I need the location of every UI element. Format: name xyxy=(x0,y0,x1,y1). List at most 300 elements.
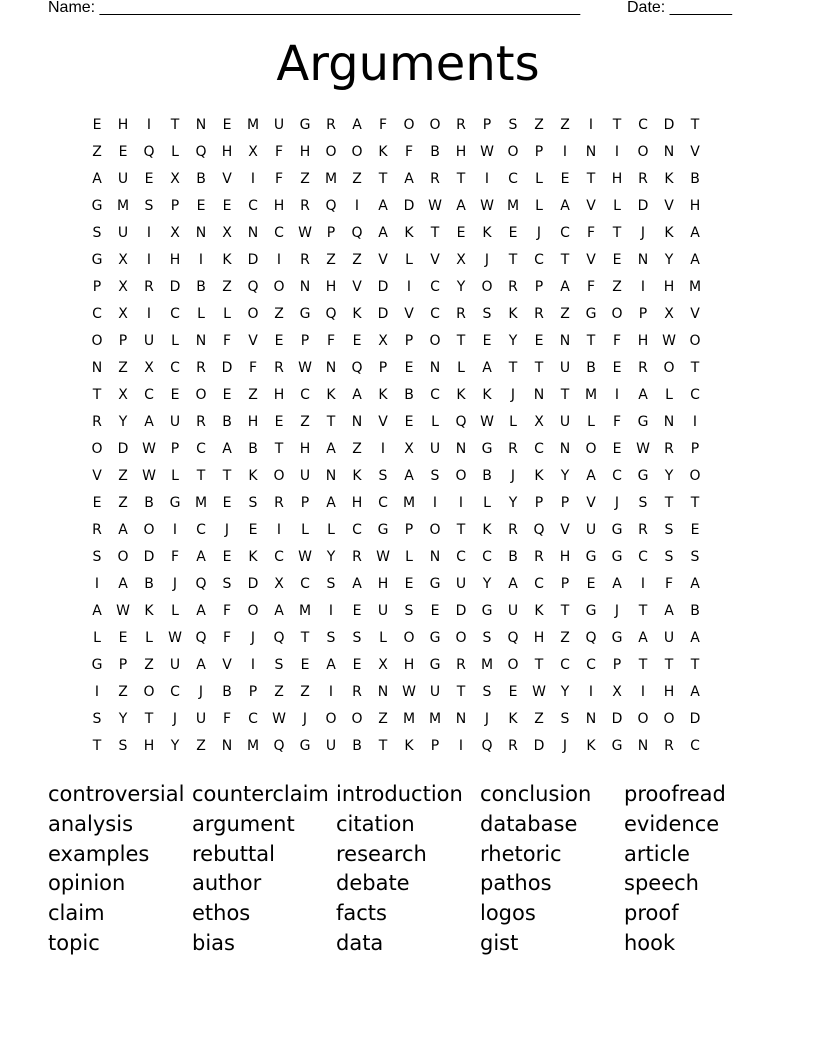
grid-letter: G xyxy=(429,657,441,673)
grid-letter: P xyxy=(92,279,102,295)
grid-letter: C xyxy=(248,198,258,214)
grid-letter: M xyxy=(402,495,416,511)
grid-letter: S xyxy=(222,576,232,592)
grid-letter: E xyxy=(352,333,362,349)
grid-letter: V xyxy=(378,252,388,268)
grid-letter: O xyxy=(611,306,623,322)
grid-letter: Z xyxy=(118,684,128,700)
grid-letter: A xyxy=(690,252,700,268)
word-bank-item: counterclaim xyxy=(192,782,329,806)
grid-letter: E xyxy=(222,549,232,565)
grid-letter: C xyxy=(170,684,180,700)
grid-letter: D xyxy=(689,711,701,727)
grid-letter: I xyxy=(276,522,282,538)
grid-letter: K xyxy=(378,144,388,160)
grid-letter: F xyxy=(664,576,674,592)
grid-letter: B xyxy=(222,414,232,430)
grid-letter: Q xyxy=(481,738,493,754)
grid-letter: U xyxy=(169,657,181,673)
grid-letter: J xyxy=(224,522,230,538)
grid-letter: T xyxy=(222,468,232,484)
grid-letter: K xyxy=(326,387,336,403)
grid-letter: O xyxy=(403,630,415,646)
grid-letter: E xyxy=(430,603,440,619)
grid-letter: Q xyxy=(195,576,207,592)
grid-letter: E xyxy=(222,198,232,214)
date-field-label: Date: _______ xyxy=(627,0,732,16)
grid-letter: Z xyxy=(92,144,102,160)
grid-letter: D xyxy=(377,279,389,295)
grid-letter: U xyxy=(325,738,337,754)
grid-letter: A xyxy=(690,576,700,592)
grid-letter: X xyxy=(118,279,128,295)
grid-letter: P xyxy=(638,306,648,322)
grid-letter: E xyxy=(404,414,414,430)
grid-letter: A xyxy=(378,225,388,241)
grid-letter: O xyxy=(507,144,519,160)
grid-letter: E xyxy=(92,495,102,511)
grid-letter: Q xyxy=(143,144,155,160)
grid-letter: I xyxy=(640,684,646,700)
grid-letter: T xyxy=(430,225,440,241)
grid-letter: D xyxy=(117,441,129,457)
grid-letter: G xyxy=(299,738,311,754)
grid-letter: J xyxy=(484,252,490,268)
grid-letter: Z xyxy=(274,684,284,700)
grid-letter: Q xyxy=(325,306,337,322)
grid-letter: E xyxy=(170,387,180,403)
grid-letter: L xyxy=(327,522,335,538)
grid-letter: B xyxy=(196,279,206,295)
grid-letter: P xyxy=(482,117,492,133)
grid-letter: B xyxy=(248,441,258,457)
grid-letter: Q xyxy=(455,414,467,430)
grid-letter: K xyxy=(352,306,362,322)
grid-letter: R xyxy=(508,441,518,457)
grid-letter: Q xyxy=(351,225,363,241)
grid-letter: W xyxy=(116,603,130,619)
grid-letter: W xyxy=(298,549,312,565)
grid-letter: T xyxy=(144,711,154,727)
grid-letter: G xyxy=(637,414,649,430)
grid-letter: C xyxy=(430,387,440,403)
grid-letter: E xyxy=(222,117,232,133)
word-bank xyxy=(48,780,768,959)
grid-letter: Q xyxy=(195,144,207,160)
grid-letter: Z xyxy=(326,252,336,268)
grid-letter: L xyxy=(535,198,543,214)
grid-letter: U xyxy=(195,711,207,727)
grid-letter: R xyxy=(352,684,362,700)
grid-letter: G xyxy=(429,576,441,592)
grid-letter: L xyxy=(171,333,179,349)
grid-letter: N xyxy=(533,387,545,403)
grid-letter: D xyxy=(663,117,675,133)
grid-letter: T xyxy=(664,495,674,511)
grid-letter: D xyxy=(143,549,155,565)
grid-letter: M xyxy=(246,117,260,133)
word-bank-item: database xyxy=(480,811,578,836)
grid-letter: Y xyxy=(508,333,518,349)
grid-letter: S xyxy=(378,468,388,484)
grid-letter: K xyxy=(404,225,414,241)
grid-letter: R xyxy=(456,657,466,673)
grid-letter: U xyxy=(429,684,441,700)
grid-letter: T xyxy=(300,630,310,646)
grid-letter: T xyxy=(508,252,518,268)
grid-letter: P xyxy=(326,225,336,241)
grid-letter: F xyxy=(274,171,284,187)
grid-letter: D xyxy=(221,360,233,376)
grid-letter: O xyxy=(143,522,155,538)
grid-letter: I xyxy=(354,198,360,214)
grid-letter: J xyxy=(510,468,516,484)
grid-letter: H xyxy=(143,738,155,754)
grid-letter: C xyxy=(196,441,206,457)
grid-letter: K xyxy=(222,252,232,268)
grid-letter: S xyxy=(92,711,102,727)
grid-letter: Q xyxy=(507,630,519,646)
grid-letter: R xyxy=(638,171,648,187)
grid-letter: F xyxy=(222,333,232,349)
grid-letter: J xyxy=(536,225,542,241)
grid-letter: I xyxy=(588,684,594,700)
grid-letter: O xyxy=(637,711,649,727)
grid-letter: G xyxy=(481,603,493,619)
grid-letter: O xyxy=(481,279,493,295)
grid-letter: A xyxy=(690,225,700,241)
grid-letter: G xyxy=(91,198,103,214)
grid-letter: M xyxy=(298,603,312,619)
grid-letter: B xyxy=(144,495,154,511)
grid-letter: I xyxy=(250,657,256,673)
grid-letter: U xyxy=(429,441,441,457)
grid-letter: H xyxy=(351,495,363,511)
grid-letter: T xyxy=(92,387,102,403)
grid-letter: S xyxy=(118,738,128,754)
grid-letter: V xyxy=(586,495,596,511)
grid-letter: N xyxy=(455,441,467,457)
grid-letter: T xyxy=(586,333,596,349)
grid-letter: C xyxy=(586,657,596,673)
grid-letter: S xyxy=(560,711,570,727)
grid-letter: O xyxy=(247,306,259,322)
grid-letter: O xyxy=(637,144,649,160)
grid-letter: A xyxy=(586,468,596,484)
grid-letter: E xyxy=(586,576,596,592)
grid-letter: Z xyxy=(352,171,362,187)
grid-letter: Q xyxy=(585,630,597,646)
grid-letter: I xyxy=(614,387,620,403)
grid-letter: U xyxy=(273,117,285,133)
grid-letter: Y xyxy=(664,468,674,484)
grid-letter: K xyxy=(248,468,258,484)
grid-letter: T xyxy=(690,657,700,673)
grid-letter: H xyxy=(299,441,311,457)
grid-letter: C xyxy=(560,657,570,673)
grid-letter: P xyxy=(300,495,310,511)
grid-letter: A xyxy=(92,171,102,187)
grid-letter: F xyxy=(274,144,284,160)
grid-letter: E xyxy=(560,171,570,187)
grid-letter: A xyxy=(118,576,128,592)
grid-letter: C xyxy=(144,387,154,403)
grid-letter: Q xyxy=(273,738,285,754)
grid-letter: N xyxy=(377,684,389,700)
grid-letter: A xyxy=(196,549,206,565)
grid-letter: M xyxy=(116,198,130,214)
grid-letter: G xyxy=(169,495,181,511)
word-bank-item: gist xyxy=(480,930,519,955)
grid-letter: Y xyxy=(508,495,518,511)
grid-letter: Z xyxy=(378,711,388,727)
grid-letter: V xyxy=(430,252,440,268)
grid-letter: J xyxy=(640,225,646,241)
word-bank-item: ethos xyxy=(192,901,251,926)
grid-letter: C xyxy=(612,468,622,484)
grid-letter: R xyxy=(144,279,154,295)
grid-letter: P xyxy=(612,657,622,673)
grid-letter: S xyxy=(352,630,362,646)
grid-letter: Z xyxy=(352,252,362,268)
grid-letter: E xyxy=(118,630,128,646)
grid-letter: B xyxy=(430,144,440,160)
grid-letter: P xyxy=(534,144,544,160)
word-bank-item: introduction xyxy=(336,782,463,806)
grid-letter: J xyxy=(510,387,516,403)
grid-letter: H xyxy=(117,117,129,133)
word-bank-item: topic xyxy=(48,930,100,955)
grid-letter: I xyxy=(328,684,334,700)
grid-letter: H xyxy=(169,252,181,268)
grid-letter: C xyxy=(378,495,388,511)
grid-letter: C xyxy=(430,279,440,295)
grid-letter: T xyxy=(690,360,700,376)
grid-letter: H xyxy=(689,198,701,214)
grid-letter: K xyxy=(586,738,596,754)
grid-letter: N xyxy=(585,711,597,727)
grid-letter: G xyxy=(299,306,311,322)
grid-letter: H xyxy=(221,144,233,160)
grid-letter: K xyxy=(482,387,492,403)
grid-letter: R xyxy=(274,360,284,376)
grid-letter: H xyxy=(403,657,415,673)
grid-letter: C xyxy=(300,387,310,403)
grid-letter: E xyxy=(508,684,518,700)
grid-letter: M xyxy=(402,711,416,727)
grid-letter: J xyxy=(250,630,256,646)
grid-letter: U xyxy=(377,603,389,619)
grid-letter: E xyxy=(300,657,310,673)
grid-letter: K xyxy=(664,171,674,187)
grid-letter: X xyxy=(378,333,388,349)
grid-letter: D xyxy=(611,711,623,727)
grid-letter: R xyxy=(638,522,648,538)
grid-letter: X xyxy=(456,252,466,268)
grid-letter: C xyxy=(638,117,648,133)
grid-letter: K xyxy=(482,522,492,538)
grid-letter: F xyxy=(222,630,232,646)
grid-letter: Z xyxy=(300,414,310,430)
grid-letter: V xyxy=(352,279,362,295)
grid-letter: V xyxy=(222,171,232,187)
grid-letter: L xyxy=(613,198,621,214)
grid-letter: J xyxy=(614,495,620,511)
grid-letter: Z xyxy=(560,306,570,322)
grid-letter: T xyxy=(456,171,466,187)
grid-letter: I xyxy=(328,603,334,619)
grid-letter: X xyxy=(248,144,258,160)
grid-letter: V xyxy=(378,414,388,430)
grid-letter: J xyxy=(614,603,620,619)
grid-letter: T xyxy=(378,171,388,187)
grid-letter: A xyxy=(612,576,622,592)
grid-letter: T xyxy=(560,252,570,268)
grid-letter: O xyxy=(663,711,675,727)
grid-letter: G xyxy=(585,549,597,565)
grid-letter: T xyxy=(378,738,388,754)
grid-letter: O xyxy=(429,117,441,133)
grid-letter: F xyxy=(586,225,596,241)
grid-letter: A xyxy=(352,117,362,133)
word-bank-item: speech xyxy=(624,871,699,896)
grid-letter: W xyxy=(480,144,494,160)
grid-letter: Z xyxy=(612,279,622,295)
grid-letter: T xyxy=(534,657,544,673)
grid-letter: T xyxy=(612,225,622,241)
grid-letter: X xyxy=(170,225,180,241)
grid-letter: K xyxy=(144,603,154,619)
grid-letter: I xyxy=(380,441,386,457)
word-bank-item: data xyxy=(336,930,384,955)
grid-letter: S xyxy=(144,198,154,214)
grid-letter: T xyxy=(170,117,180,133)
grid-letter: G xyxy=(611,738,623,754)
word-bank-item: bias xyxy=(192,930,235,955)
grid-letter: R xyxy=(534,306,544,322)
grid-letter: H xyxy=(325,279,337,295)
grid-letter: Z xyxy=(352,441,362,457)
grid-letter: E xyxy=(196,198,206,214)
grid-letter: A xyxy=(664,603,674,619)
grid-letter: E xyxy=(612,441,622,457)
grid-letter: A xyxy=(638,630,648,646)
grid-letter: G xyxy=(637,468,649,484)
grid-letter: S xyxy=(92,549,102,565)
name-field-label: Name: ______________________________________________________ xyxy=(48,0,581,16)
grid-letter: A xyxy=(404,171,414,187)
grid-letter: X xyxy=(222,225,232,241)
grid-letter: O xyxy=(403,117,415,133)
grid-letter: Q xyxy=(325,198,337,214)
grid-letter: P xyxy=(378,360,388,376)
grid-letter: P xyxy=(560,495,570,511)
grid-letter: V xyxy=(586,252,596,268)
grid-letter: E xyxy=(404,576,414,592)
grid-letter: X xyxy=(118,387,128,403)
grid-letter: O xyxy=(507,657,519,673)
grid-letter: B xyxy=(586,360,596,376)
grid-letter: O xyxy=(195,387,207,403)
grid-letter: A xyxy=(144,414,154,430)
grid-letter: C xyxy=(690,387,700,403)
grid-letter: P xyxy=(300,333,310,349)
grid-letter: T xyxy=(456,333,466,349)
grid-letter: E xyxy=(612,252,622,268)
grid-letter: I xyxy=(640,279,646,295)
grid-letter: S xyxy=(664,522,674,538)
grid-letter: S xyxy=(92,225,102,241)
grid-letter: R xyxy=(196,414,206,430)
grid-letter: A xyxy=(274,603,284,619)
grid-letter: F xyxy=(170,549,180,565)
grid-letter: O xyxy=(325,711,337,727)
grid-letter: S xyxy=(638,495,648,511)
grid-letter: C xyxy=(430,306,440,322)
grid-letter: I xyxy=(406,279,412,295)
grid-letter: S xyxy=(482,630,492,646)
grid-letter: F xyxy=(248,360,258,376)
grid-letter: Q xyxy=(195,630,207,646)
grid-letter: Z xyxy=(534,711,544,727)
grid-letter: R xyxy=(430,171,440,187)
grid-letter: A xyxy=(560,279,570,295)
grid-letter: N xyxy=(585,144,597,160)
grid-letter: H xyxy=(533,630,545,646)
grid-letter: I xyxy=(692,414,698,430)
grid-letter: P xyxy=(404,522,414,538)
grid-letter: B xyxy=(144,576,154,592)
grid-letter: U xyxy=(559,414,571,430)
grid-letter: Q xyxy=(247,279,259,295)
grid-letter: L xyxy=(535,171,543,187)
grid-letter: D xyxy=(169,279,181,295)
word-bank-item: proofread xyxy=(624,782,726,806)
grid-letter: H xyxy=(273,198,285,214)
grid-letter: J xyxy=(302,711,308,727)
grid-letter: F xyxy=(404,144,414,160)
grid-letter: E xyxy=(482,333,492,349)
grid-letter: W xyxy=(480,198,494,214)
grid-letter: G xyxy=(91,657,103,673)
grid-letter: M xyxy=(480,657,494,673)
grid-letter: K xyxy=(404,738,414,754)
grid-letter: W xyxy=(636,441,650,457)
grid-letter: O xyxy=(351,711,363,727)
grid-letter: R xyxy=(664,738,674,754)
grid-letter: S xyxy=(326,630,336,646)
grid-letter: X xyxy=(118,306,128,322)
grid-letter: C xyxy=(534,576,544,592)
grid-letter: W xyxy=(142,441,156,457)
grid-letter: A xyxy=(404,468,414,484)
grid-letter: R xyxy=(300,198,310,214)
grid-letter: N xyxy=(663,144,675,160)
grid-letter: T xyxy=(560,603,570,619)
grid-letter: G xyxy=(611,549,623,565)
grid-letter: R xyxy=(508,738,518,754)
grid-letter: J xyxy=(172,576,178,592)
grid-letter: D xyxy=(455,603,467,619)
grid-letter: T xyxy=(690,117,700,133)
grid-letter: Z xyxy=(560,117,570,133)
grid-letter: W xyxy=(376,549,390,565)
grid-letter: Z xyxy=(560,630,570,646)
grid-letter: G xyxy=(429,630,441,646)
grid-letter: K xyxy=(482,225,492,241)
grid-letter: W xyxy=(402,684,416,700)
grid-letter: E xyxy=(404,360,414,376)
